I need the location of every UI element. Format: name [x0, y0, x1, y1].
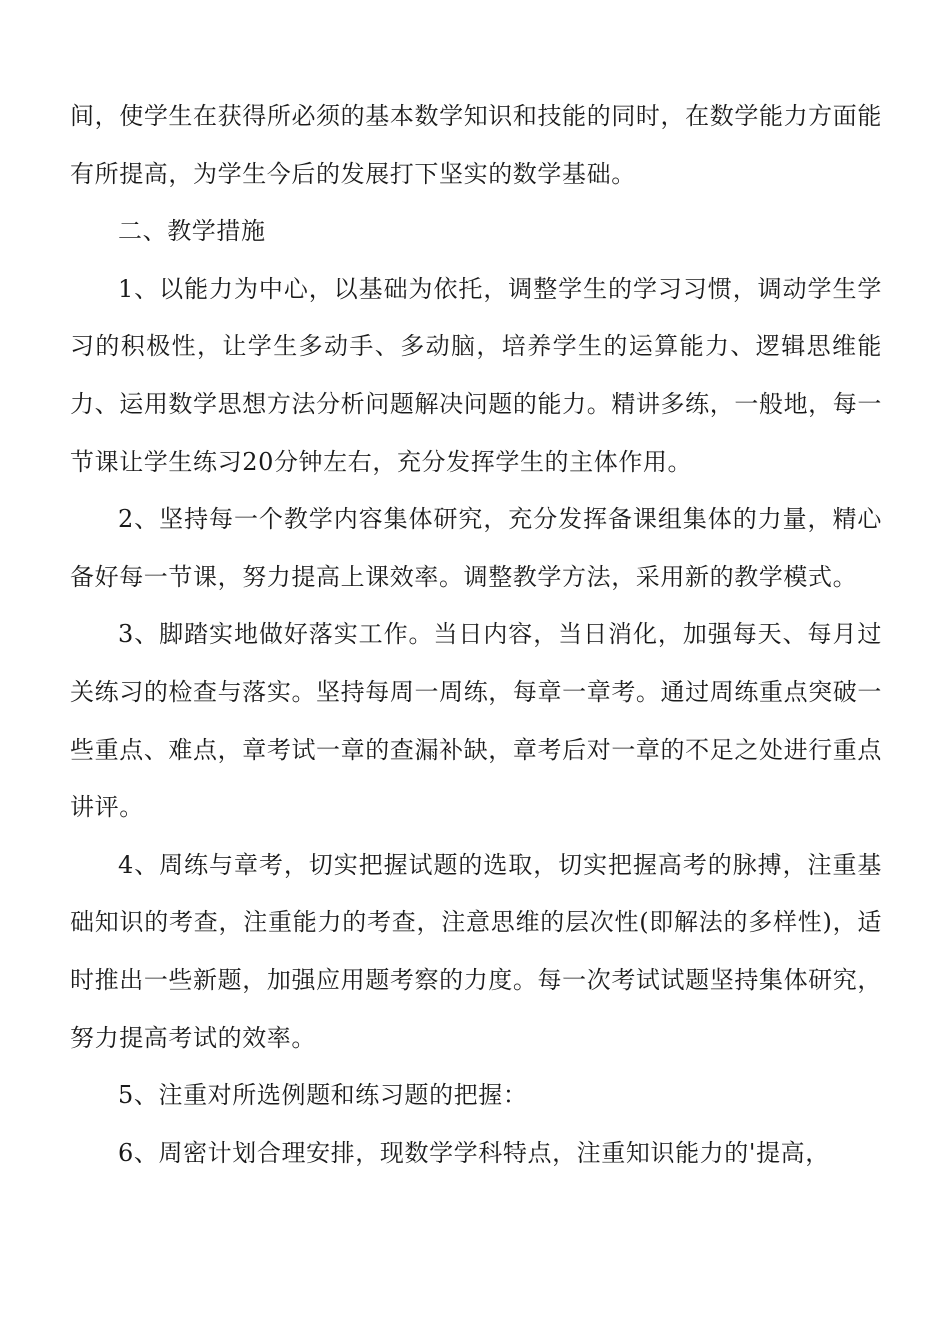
section-heading-teaching-measures: 二、教学措施: [118, 217, 266, 246]
paragraph-measure-1: 1、以能力为中心，以基础为依托，调整学生的学习习惯，调动学生学习的积极性，让学生多动手、多动脑，培养学生的运算能力、逻辑思维能力、运用数学思想方法分析问题解决问题的能力。精讲多练，一般地，每一节课让学生练习20分钟左右，充分发挥学生的主体作用。: [70, 274, 882, 476]
paragraph-measure-5: 5、注重对所选例题和练习题的把握：: [118, 1081, 528, 1110]
paragraph-continuation: 间，使学生在获得所必须的基本数学知识和技能的同时，在数学能力方面能有所提高，为学生今后的发展打下坚实的数学基础。: [70, 102, 882, 188]
paragraph-measure-4: 4、周练与章考，切实把握试题的选取，切实把握高考的脉搏，注重基础知识的考查，注重能力的考查，注意思维的层次性(即解法的多样性)，适时推出一些新题，加强应用题考察的力度。每一次考试试题坚持集体研究，努力提高考试的效率。: [70, 850, 882, 1052]
paragraph-measure-6: 6、周密计划合理安排，现数学学科特点，注重知识能力的'提高，: [118, 1138, 830, 1167]
paragraph-measure-2: 2、坚持每一个教学内容集体研究，充分发挥备课组集体的力量，精心备好每一节课，努力提高上课效率。调整教学方法，采用新的教学模式。: [70, 505, 882, 591]
paragraph-measure-3: 3、脚踏实地做好落实工作。当日内容，当日消化，加强每天、每月过关练习的检查与落实。坚持每周一周练，每章一章考。通过周练重点突破一些重点、难点，章考试一章的查漏补缺，章考后对一章的不足之处进行重点讲评。: [70, 620, 882, 822]
document-body: [70, 88, 882, 1182]
